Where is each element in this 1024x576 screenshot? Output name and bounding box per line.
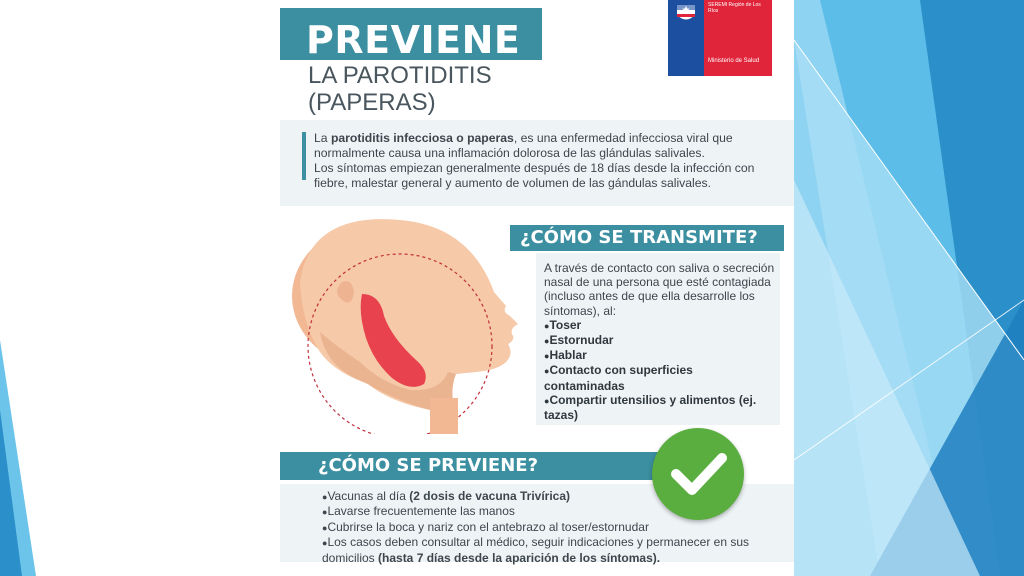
list-item bbox=[322, 535, 772, 565]
intro-p1-prefix: La bbox=[314, 131, 331, 145]
intro-p2: Los síntomas empiezan generalmente después de 18 días desde la infección con fiebre, malestar general y aumento de volumen de las gándulas salivales. bbox=[314, 161, 755, 190]
logo-ministry-text: Ministerio de Salud bbox=[708, 58, 760, 64]
list-item: ● Compartir utensilios y alimentos (ej. tazas) bbox=[544, 393, 776, 422]
checkmark-glyph bbox=[652, 428, 744, 520]
transmit-heading: ¿CÓMO SE TRANSMITE? bbox=[510, 225, 784, 251]
health-poster bbox=[280, 0, 794, 576]
prevent-item1-text: Vacunas al día bbox=[327, 489, 410, 503]
transmit-body: A través de contacto con saliva o secreción nasal de una persona que esté contagiada (incluso antes de que ella desarrolle los síntomas), al: bbox=[544, 261, 775, 318]
poster-title: PREVIENE bbox=[306, 18, 521, 62]
title-band bbox=[280, 8, 542, 60]
transmit-list bbox=[544, 318, 776, 422]
logo-region-text: SEREMI Región de Los Ríos bbox=[708, 2, 761, 14]
list-item: ● Toser bbox=[544, 318, 776, 333]
intro-p1-bold: parotiditis infecciosa o paperas bbox=[330, 131, 514, 145]
intro-p1-rest: , es una enfermedad infecciosa viral que normalmente causa una inflamación dolorosa de las glándulas salivales. bbox=[314, 131, 733, 160]
logo-blue-block bbox=[668, 0, 704, 76]
logo-red-block bbox=[704, 0, 772, 76]
chile-coat-of-arms-icon bbox=[668, 0, 704, 30]
intro-text bbox=[314, 131, 774, 191]
list-item: ● Estornudar bbox=[544, 333, 776, 348]
list-item: ● Contacto con superficies contaminadas bbox=[544, 363, 776, 392]
transmit-text bbox=[544, 261, 776, 422]
poster-subtitle-line1: LA PAROTIDITIS bbox=[308, 62, 492, 89]
intro-accent-bar bbox=[302, 132, 306, 180]
checkmark-icon bbox=[652, 428, 744, 520]
list-item: ● Cubrirse la boca y nariz con el antebrazo al toser/estornudar bbox=[322, 520, 772, 535]
list-item: ● Lavarse frecuentemente las manos bbox=[322, 504, 772, 519]
prevent-item4-bold: (hasta 7 días desde la aparición de los síntomas). bbox=[378, 550, 661, 565]
prevent-item1-bold: (2 dosis de vacuna Trivírica) bbox=[409, 489, 571, 503]
ministry-logo bbox=[668, 0, 772, 76]
prevent-item4-text: Los casos deben consultar al médico, seguir indicaciones y permanecer en sus domicilios bbox=[322, 535, 750, 565]
prevent-heading: ¿CÓMO SE PREVIENE? bbox=[280, 452, 660, 480]
transmit-box bbox=[536, 253, 780, 425]
poster-subtitle-line2: (PAPERAS) bbox=[308, 89, 436, 116]
intro-box bbox=[280, 120, 794, 206]
head-profile-illustration bbox=[280, 212, 540, 434]
list-item: ● Hablar bbox=[544, 348, 776, 363]
